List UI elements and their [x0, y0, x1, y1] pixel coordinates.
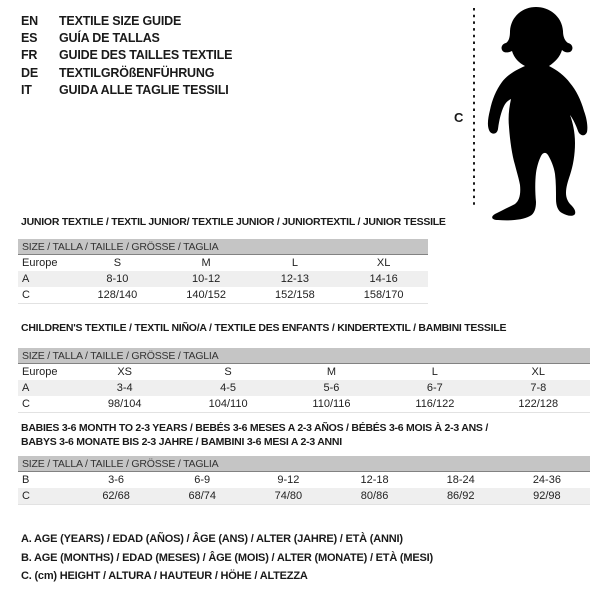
- table-row: [18, 287, 428, 304]
- size-cell: 140/152: [186, 289, 226, 301]
- size-cell: S: [224, 366, 232, 378]
- row-label: C: [22, 398, 30, 410]
- legend-line: B. AGE (MONTHS) / EDAD (MESES) / ÂGE (MOIS) / ALTER (MONATE) / ETÀ (MESI): [21, 551, 433, 564]
- language-title: TEXTILGRÖßENFÜHRUNG: [59, 65, 215, 80]
- row-label: A: [22, 382, 30, 394]
- size-cell: 152/158: [274, 289, 315, 301]
- language-list: [21, 13, 232, 99]
- language-code: EN: [21, 14, 38, 28]
- size-cell: 9-12: [277, 474, 300, 486]
- size-cell: XL: [531, 366, 546, 378]
- size-cell: 12-13: [280, 273, 309, 285]
- language-code: DE: [21, 65, 38, 80]
- size-cell: 24-36: [532, 474, 561, 486]
- language-row: [21, 82, 232, 99]
- size-cell: 4-5: [220, 382, 237, 394]
- legend-line: A. AGE (YEARS) / EDAD (AÑOS) / ÂGE (ANS) / ALTER (JAHRE) / ETÀ (ANNI): [21, 533, 403, 545]
- size-cell: 128/140: [97, 289, 138, 301]
- size-cell: L: [291, 257, 298, 269]
- table-row: [18, 472, 590, 488]
- size-header-bar: SIZE / TALLA / TAILLE / GRÖSSE / TAGLIA: [18, 239, 428, 255]
- language-row: [21, 13, 232, 30]
- size-cell: 7-8: [530, 382, 547, 394]
- row-label: B: [22, 474, 30, 486]
- size-cell: L: [431, 366, 438, 378]
- size-cell: M: [201, 257, 211, 269]
- size-cell: XS: [117, 366, 133, 378]
- size-table: [18, 472, 590, 505]
- size-cell: 62/68: [102, 490, 130, 502]
- language-row: [21, 30, 232, 47]
- language-row: [21, 47, 232, 64]
- size-cell: 74/80: [274, 490, 303, 502]
- language-code: ES: [21, 31, 38, 46]
- size-cell: 18-24: [446, 474, 475, 486]
- row-label: Europe: [22, 257, 58, 269]
- size-table-section: [18, 322, 590, 413]
- size-table-section: [18, 216, 446, 304]
- toddler-figure: [440, 0, 600, 225]
- table-row: [18, 255, 428, 271]
- size-cell: M: [326, 366, 337, 378]
- size-cell: 122/128: [518, 398, 559, 410]
- language-code: IT: [21, 82, 32, 97]
- size-cell: 104/110: [208, 398, 248, 410]
- size-cell: 5-6: [323, 382, 340, 394]
- language-title: GUIDE DES TAILLES TEXTILE: [59, 48, 233, 63]
- language-code: FR: [21, 48, 38, 63]
- size-cell: 86/92: [446, 490, 475, 502]
- size-cell: 110/116: [312, 398, 351, 410]
- size-cell: 98/104: [107, 398, 142, 410]
- language-title: GUIDA ALLE TAGLIE TESSILI: [59, 82, 229, 97]
- row-label: Europe: [22, 366, 58, 378]
- size-cell: 158/170: [363, 289, 404, 301]
- size-cell: 6-7: [426, 382, 443, 394]
- legend-line: C. (cm) HEIGHT / ALTURA / HAUTEUR / HÖHE / ALTEZZA: [21, 570, 308, 582]
- size-cell: 14-16: [369, 273, 398, 285]
- size-cell: 92/98: [533, 490, 561, 502]
- size-cell: 8-10: [106, 273, 129, 285]
- table-row: [18, 488, 590, 505]
- height-marker-label: C: [454, 110, 464, 125]
- size-table: [18, 364, 590, 413]
- size-cell: 80/86: [360, 490, 389, 502]
- table-title: JUNIOR TEXTILE / TEXTIL JUNIOR/ TEXTILE JUNIOR / JUNIORTEXTIL / JUNIOR TESSILE: [21, 216, 446, 228]
- table-row: [18, 396, 590, 413]
- table-title: BABIES 3-6 MONTH TO 2-3 YEARS / BEBÉS 3-6 MESES A 2-3 AÑOS / BÉBÉS 3-6 MOIS À 2-3 ANS / BABYS 3-6 MONATE BIS 2-3 JAHRE / BAMBINI 3-6 MESI A 2-3 ANNI: [21, 422, 489, 448]
- row-label: A: [22, 273, 30, 285]
- size-cell: XL: [376, 257, 391, 269]
- size-cell: 12-18: [360, 474, 389, 486]
- size-cell: 10-12: [192, 273, 221, 285]
- size-table: [18, 255, 428, 304]
- table-row: [18, 380, 590, 396]
- language-row: [21, 65, 232, 82]
- table-title: CHILDREN'S TEXTILE / TEXTIL NIÑO/A / TEXTILE DES ENFANTS / KINDERTEXTIL / BAMBINI TESSILE: [21, 322, 507, 334]
- size-table-section: [18, 421, 590, 505]
- toddler-silhouette: [488, 7, 587, 220]
- size-cell: 3-6: [108, 474, 125, 486]
- size-cell: 68/74: [188, 490, 216, 502]
- legend: [21, 533, 433, 589]
- row-label: C: [22, 490, 30, 502]
- table-row: [18, 364, 590, 380]
- size-header-bar: SIZE / TALLA / TAILLE / GRÖSSE / TAGLIA: [18, 456, 590, 472]
- size-cell: 6-9: [194, 474, 211, 486]
- language-title: TEXTILE SIZE GUIDE: [59, 14, 182, 28]
- table-row: [18, 271, 428, 287]
- size-cell: 116/122: [415, 398, 455, 410]
- row-label: C: [22, 289, 30, 301]
- size-cell: S: [113, 257, 122, 269]
- language-title: GUÍA DE TALLAS: [59, 31, 160, 46]
- size-cell: 3-4: [116, 382, 133, 394]
- size-header-bar: SIZE / TALLA / TAILLE / GRÖSSE / TAGLIA: [18, 348, 590, 364]
